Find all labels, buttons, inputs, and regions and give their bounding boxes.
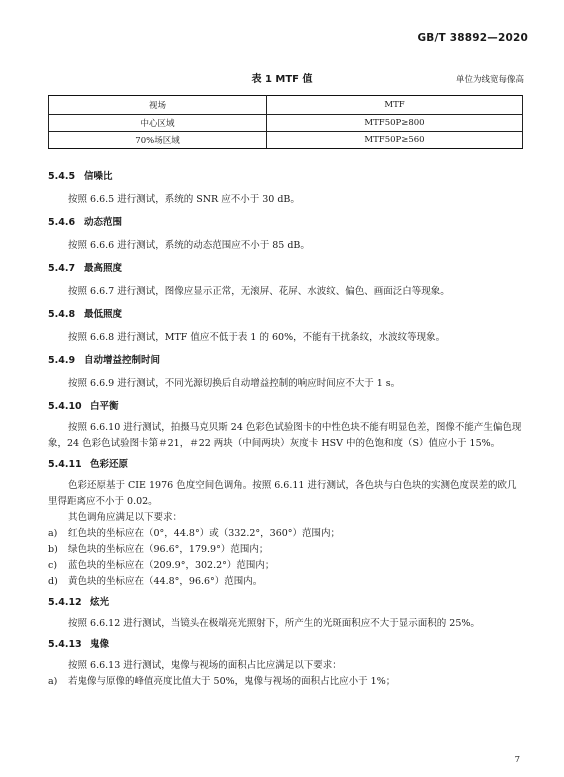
section-number: 5.4.7	[48, 263, 76, 274]
section-number: 5.4.5	[48, 171, 76, 182]
list-text: 红色块的坐标应在（0°，44.8°）或（332.2°，360°）范围内；	[68, 528, 341, 539]
standard-code: GB/T 38892—2020	[417, 32, 528, 44]
paragraph: 按照 6.6.13 进行测试，鬼像与视场的面积占比应满足以下要求：	[68, 660, 342, 671]
list-marker: c)	[48, 560, 58, 571]
section-heading	[48, 638, 523, 652]
section-number: 5.4.12	[48, 597, 82, 608]
section-heading	[48, 596, 523, 610]
section-heading	[48, 308, 523, 322]
paragraph: 按照 6.6.9 进行测试，不同光源切换后自动增益控制的响应时间应不大于 1 s。	[68, 378, 401, 389]
list-marker: b)	[48, 544, 58, 555]
section-title: 最高照度	[84, 263, 123, 274]
list-text: 黄色块的坐标应在（44.8°，96.6°）范围内。	[68, 576, 263, 587]
list-marker: a)	[48, 676, 58, 687]
paragraph: 按照 6.6.10 进行测试，拍摄马克贝斯 24 色彩色试验图卡的中性色块不能有明显色差，图像不能产生偏色现象，24 色彩色试验图卡第＃21，＃22 两块（中间两块）灰度卡 HSV 中的色饱和度（S）值应小于 15%。	[48, 422, 522, 449]
list-text: 蓝色块的坐标应在（209.9°，302.2°）范围内；	[68, 560, 275, 571]
paragraph: 按照 6.6.12 进行测试，当镜头在极端亮光照射下，所产生的光斑面积应不大于显示面积的 25%。	[68, 618, 480, 629]
section-title: 信噪比	[84, 171, 113, 182]
table-cell: 中心区域	[49, 115, 267, 132]
paragraph: 按照 6.6.7 进行测试，图像应显示正常，无滚屏、花屏、水波纹、偏色、画面泛白等现象。	[68, 286, 450, 297]
section-title: 炫光	[90, 597, 110, 608]
section-number: 5.4.6	[48, 217, 76, 228]
section-number: 5.4.9	[48, 355, 76, 366]
table-row	[49, 115, 523, 132]
section-number: 5.4.10	[48, 401, 82, 412]
section-heading	[48, 262, 523, 276]
paragraph: 色彩还原基于 CIE 1976 色度空间色调角。按照 6.6.11 进行测试，各色块与白色块的实测色度误差的欧几里得距离应不小于 0.02。	[48, 480, 517, 507]
table-cell: MTF50P≥800	[267, 115, 523, 132]
section-title: 白平衡	[90, 401, 119, 412]
table-header-cell: MTF	[267, 96, 523, 115]
table-cell: MTF50P≥560	[267, 132, 523, 149]
table-unit: 单位为线宽每像高	[455, 75, 524, 85]
section-heading	[48, 458, 523, 472]
section-heading	[48, 170, 523, 184]
list-item	[48, 574, 523, 590]
section-title: 动态范围	[84, 217, 123, 228]
section-heading	[48, 354, 523, 368]
list-item	[48, 542, 523, 558]
table-header-cell: 视场	[49, 96, 267, 115]
mtf-table	[48, 95, 523, 149]
section-heading	[48, 216, 523, 230]
table-header-row	[49, 96, 523, 115]
list-marker: d)	[48, 576, 58, 587]
section-title: 最低照度	[84, 309, 123, 320]
section-title: 鬼像	[90, 639, 110, 650]
paragraph: 按照 6.6.6 进行测试，系统的动态范围应不小于 85 dB。	[68, 240, 310, 251]
table-caption: 表 1 MTF 值	[251, 74, 313, 85]
section-number: 5.4.13	[48, 639, 82, 650]
list-item	[48, 558, 523, 574]
paragraph: 按照 6.6.5 进行测试，系统的 SNR 应不小于 30 dB。	[68, 194, 300, 205]
table-row	[49, 132, 523, 149]
section-number: 5.4.11	[48, 459, 82, 470]
page-number: 7	[514, 755, 520, 765]
section-heading	[48, 400, 523, 414]
list-item	[48, 674, 523, 690]
document-body	[48, 170, 523, 690]
list-text: 若鬼像与原像的峰值亮度比值大于 50%，鬼像与视场的面积占比应小于 1%；	[68, 676, 396, 687]
list-marker: a)	[48, 528, 58, 539]
section-title: 自动增益控制时间	[84, 355, 161, 366]
list-text: 绿色块的坐标应在（96.6°，179.9°）范围内；	[68, 544, 269, 555]
paragraph: 按照 6.6.8 进行测试，MTF 值应不低于表 1 的 60%，不能有干扰条纹，水波纹等现象。	[68, 332, 446, 343]
section-number: 5.4.8	[48, 309, 76, 320]
paragraph: 其色调角应满足以下要求：	[68, 512, 183, 523]
list-item	[48, 526, 523, 542]
table-cell: 70%场区域	[49, 132, 267, 149]
section-title: 色彩还原	[90, 459, 129, 470]
